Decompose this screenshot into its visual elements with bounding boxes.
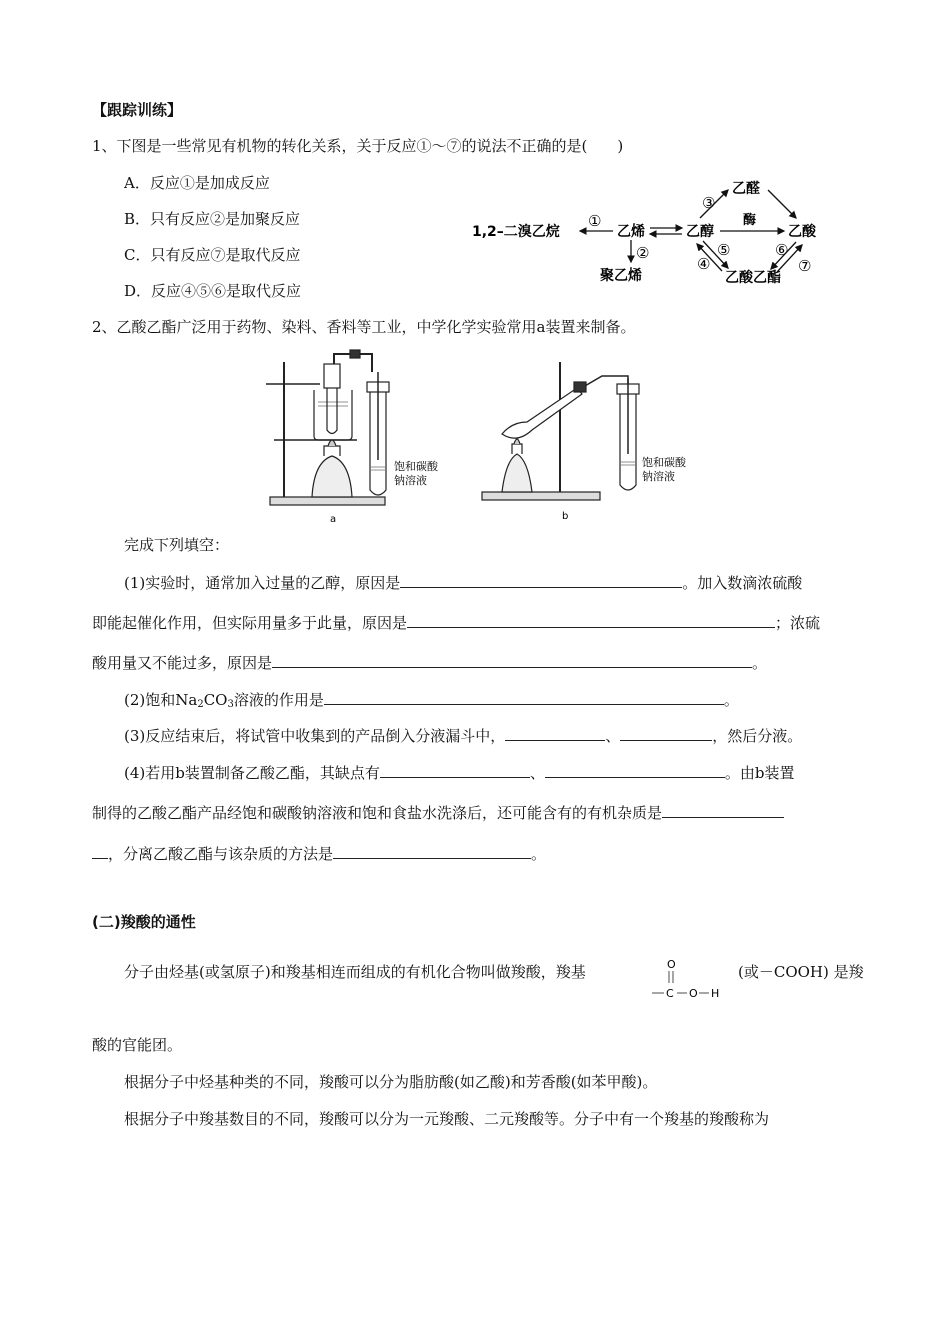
- q2-p1-text-c: 即能起催化作用，但实际用量多于此量，原因是: [92, 614, 408, 632]
- reaction-6-label: ⑥: [775, 241, 789, 259]
- q2-part1-line3: [92, 652, 767, 673]
- section2-para1-text-b: (或－COOH) 是羧: [738, 963, 864, 981]
- q2-p2-text-d: 。: [723, 691, 739, 709]
- reaction-3-label: ③: [702, 194, 716, 212]
- solution-a-line1: 饱和碳酸: [394, 460, 438, 473]
- q1-option-c: C．只有反应⑦是取代反应: [124, 246, 301, 264]
- polyethylene-label: 聚乙烯: [600, 268, 642, 284]
- q2-p1-text-a: (1)实验时，通常加入过量的乙醇，原因是: [124, 574, 401, 592]
- section-header: 【跟踪训练】: [92, 101, 183, 119]
- q2-p4-text-b: 、: [529, 764, 545, 782]
- answer-blank-5[interactable]: [505, 725, 605, 741]
- reaction-4-label: ④: [697, 255, 711, 273]
- carboxyl-hydroxyl-oxygen: O: [689, 987, 698, 1000]
- answer-blank-6[interactable]: [620, 725, 712, 741]
- acetaldehyde-label: 乙醛: [732, 181, 760, 197]
- q2-part2: [124, 689, 739, 715]
- reaction-7-label: ⑦: [798, 257, 812, 275]
- apparatus-a-label: a: [330, 514, 337, 525]
- apparatus-figure: [262, 342, 702, 528]
- section2-para3: 根据分子中羧基数目的不同，羧酸可以分为一元羧酸、二元羧酸等。分子中有一个羧基的羧酸称为: [124, 1110, 770, 1128]
- q2-p1-text-f: 。: [752, 654, 768, 672]
- carboxyl-structure: [648, 955, 728, 1001]
- q2-intro: 完成下列填空：: [124, 536, 230, 554]
- reaction-5-label: ⑤: [717, 241, 731, 259]
- solution-a-line2: 钠溶液: [394, 474, 427, 487]
- answer-blank-9-continued[interactable]: [92, 843, 108, 859]
- carboxyl-carbon: C: [666, 987, 674, 1000]
- section2-para1-text: 分子由烃基(或氢原子)和羧基相连而组成的有机化合物叫做羧酸，羧基: [124, 963, 586, 981]
- q2-p2-sub-2: 3: [227, 699, 234, 710]
- solution-b-line2: 钠溶液: [642, 470, 675, 483]
- q2-p1-text-e: 酸用量又不能过多，原因是: [92, 654, 273, 672]
- answer-blank-8[interactable]: [545, 762, 725, 778]
- q2-p2-text-b: CO: [203, 691, 228, 709]
- reaction-2-label: ②: [636, 244, 650, 262]
- q2-p2-sub-1: 2: [197, 699, 204, 710]
- conversion-diagram: [470, 176, 830, 291]
- q2-p4-text-d: 制得的乙酸乙酯产品经饱和碳酸钠溶液和饱和食盐水洗涤后，还可能含有的有机杂质是: [92, 804, 663, 822]
- q2-p2-text-c: 溶液的作用是: [233, 691, 324, 709]
- q1-option-a: A．反应①是加成反应: [124, 174, 270, 192]
- q2-p3-text-c: ，然后分液。: [712, 727, 803, 745]
- q2-part4-line2: [92, 802, 784, 823]
- answer-blank-1[interactable]: [400, 572, 682, 588]
- enzyme-label: 酶: [743, 213, 757, 228]
- acetic-acid-label: 乙酸: [788, 224, 816, 240]
- section2-para2: 根据分子中烃基种类的不同，羧酸可以分为脂肪酸(如乙酸)和芳香酸(如苯甲酸)。: [124, 1073, 658, 1091]
- carboxyl-double-bond-oxygen: O: [667, 958, 676, 971]
- q2-p3-text-b: 、: [605, 727, 621, 745]
- ethylene-label: 乙烯: [617, 224, 645, 240]
- q2-p1-text-d: ；浓硫: [775, 614, 821, 632]
- section2-title: (二)羧酸的通性: [92, 913, 196, 931]
- q2-p3-text-a: (3)反应结束后，将试管中收集到的产品倒入分液漏斗中，: [124, 727, 506, 745]
- q2-part4-line1: [124, 762, 794, 783]
- q2-p4-text-a: (4)若用b装置制备乙酸乙酯，其缺点有: [124, 764, 380, 782]
- answer-blank-10[interactable]: [333, 843, 531, 859]
- q2-p4-text-e: ，分离乙酸乙酯与该杂质的方法是: [108, 845, 334, 863]
- section2-para1-text-c: 酸的官能团。: [92, 1036, 183, 1054]
- q2-p4-text-f: 。: [531, 845, 547, 863]
- dibromoethane-label: 1,2–二溴乙烷: [472, 224, 560, 240]
- apparatus-b-label: b: [562, 511, 569, 522]
- answer-blank-9[interactable]: [662, 802, 784, 818]
- q1-option-d: D．反应④⑤⑥是取代反应: [124, 282, 302, 300]
- q2-p4-text-c: 。由b装置: [724, 764, 795, 782]
- q2-part1-line2: [92, 612, 820, 633]
- ethyl-acetate-label: 乙酸乙酯: [725, 270, 781, 286]
- q2-part3: [124, 725, 802, 746]
- answer-blank-7[interactable]: [380, 762, 530, 778]
- answer-blank-3[interactable]: [272, 652, 752, 668]
- answer-blank-2[interactable]: [407, 612, 775, 628]
- q2-p1-text-b: 。加入数滴浓硫酸: [682, 574, 803, 592]
- carboxyl-hydrogen: H: [711, 987, 720, 1000]
- answer-blank-4[interactable]: [324, 689, 724, 705]
- solution-b-line1: 饱和碳酸: [642, 456, 686, 469]
- q2-part1-line1: [124, 572, 802, 593]
- reaction-1-label: ①: [588, 212, 602, 230]
- ethanol-label: 乙醇: [686, 224, 714, 240]
- q2-part4-line3: [92, 843, 546, 864]
- q1-stem: 1、下图是一些常见有机物的转化关系，关于反应①～⑦的说法不正确的是( ): [92, 137, 624, 155]
- q1-option-b: B．只有反应②是加聚反应: [124, 210, 301, 228]
- q2-p2-text-a: (2)饱和Na: [124, 691, 198, 709]
- q2-stem: 2、乙酸乙酯广泛用于药物、染料、香料等工业，中学化学实验常用a装置来制备。: [92, 318, 636, 336]
